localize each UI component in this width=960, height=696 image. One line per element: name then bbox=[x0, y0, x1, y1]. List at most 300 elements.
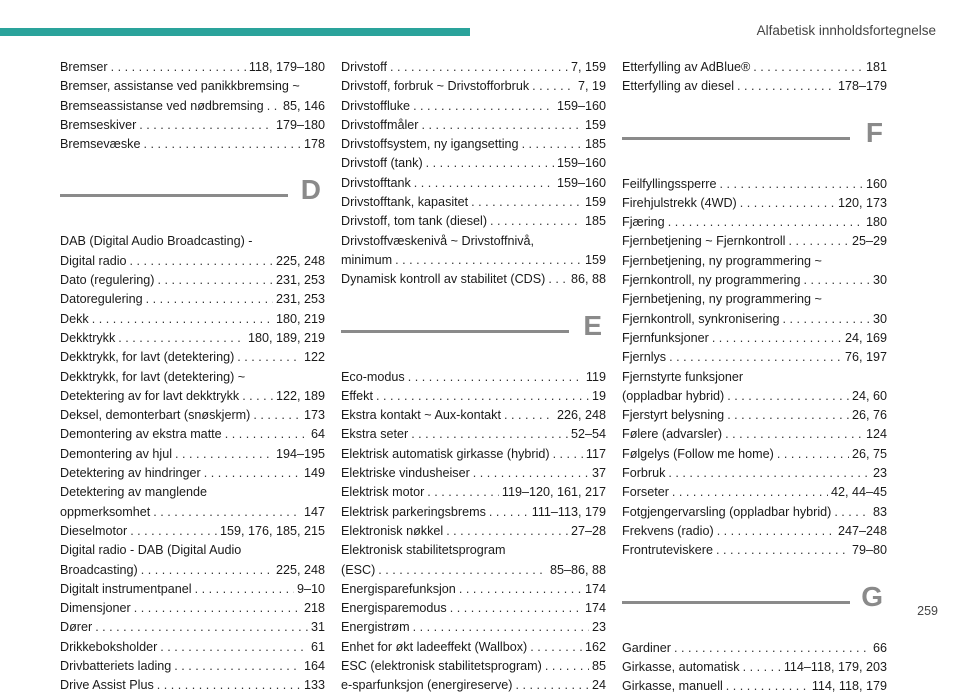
index-entry-pages: 23 bbox=[872, 466, 887, 481]
section-divider bbox=[622, 601, 850, 604]
index-entry-pages: 24, 60 bbox=[851, 388, 887, 403]
section-header bbox=[341, 310, 606, 360]
index-entry-term: Drivstoff, forbruk ~ Drivstofforbruk bbox=[341, 79, 530, 94]
dot-leader bbox=[522, 135, 582, 154]
dot-leader bbox=[174, 657, 301, 676]
index-entry-pages: 124 bbox=[865, 427, 887, 442]
dot-leader bbox=[378, 561, 547, 580]
index-entry-pages: 7, 19 bbox=[577, 79, 606, 94]
index-entry-term: Bremsevæske bbox=[60, 137, 141, 152]
index-entry bbox=[60, 657, 325, 676]
index-entry bbox=[60, 445, 325, 464]
dot-leader bbox=[548, 270, 568, 289]
index-entry-term: Drivstoff bbox=[341, 60, 387, 74]
index-entry bbox=[341, 77, 606, 96]
index-entry-pages: 185 bbox=[584, 137, 606, 152]
index-entry-term: Fjernkontroll, synkronisering bbox=[622, 311, 780, 326]
dot-leader bbox=[674, 639, 870, 658]
index-entry bbox=[622, 348, 887, 367]
index-entry bbox=[341, 135, 606, 154]
dot-leader bbox=[146, 290, 273, 309]
dot-leader bbox=[242, 387, 273, 406]
index-entry-term: Drivstoffsystem, ny igangsetting bbox=[341, 137, 519, 152]
dot-leader bbox=[390, 58, 568, 77]
index-entry-term: Dimensjoner bbox=[60, 601, 131, 616]
index-entry bbox=[60, 135, 325, 154]
index-entry-pages: 162 bbox=[584, 639, 606, 654]
index-entry-term: Følere (advarsler) bbox=[622, 427, 723, 442]
index-entry bbox=[341, 599, 606, 618]
index-entry bbox=[60, 368, 325, 387]
index-entry-term: (ESC) bbox=[341, 562, 376, 577]
dot-leader bbox=[834, 503, 870, 522]
index-entry-term: Forbruk bbox=[622, 466, 666, 481]
index-entry bbox=[341, 657, 606, 676]
index-entry-pages: 76, 197 bbox=[844, 350, 887, 365]
index-entry-term: Dato (regulering) bbox=[60, 273, 155, 288]
index-entry bbox=[60, 618, 325, 637]
index-entry bbox=[341, 618, 606, 637]
index-entry bbox=[341, 561, 606, 580]
index-entry-pages: 7, 159 bbox=[570, 60, 606, 74]
index-entry-term: Energistrøm bbox=[341, 620, 410, 635]
index-entry bbox=[60, 252, 325, 271]
index-entry-pages: 118, 179–180 bbox=[248, 60, 325, 74]
index-entry bbox=[341, 251, 606, 270]
index-entry-term: oppmerksomhet bbox=[60, 504, 151, 519]
index-entry bbox=[622, 541, 887, 560]
index-entry-pages: 180, 219 bbox=[275, 311, 325, 326]
section-header bbox=[622, 117, 887, 167]
index-entry-term: Elektronisk nøkkel bbox=[341, 523, 444, 538]
index-entry-pages: 117 bbox=[585, 446, 606, 461]
index-entry-pages: 231, 253 bbox=[275, 273, 325, 288]
index-entry-term: Frontruteviskere bbox=[622, 543, 713, 558]
index-column-1 bbox=[60, 58, 325, 696]
index-entry-term: Energisparefunksjon bbox=[341, 581, 456, 596]
dot-leader bbox=[803, 271, 870, 290]
index-entry-term: Drive Assist Plus bbox=[60, 678, 154, 693]
index-entry bbox=[622, 310, 887, 329]
index-entry-pages: 120, 173 bbox=[837, 195, 887, 210]
index-entry-pages: 247–248 bbox=[837, 523, 887, 538]
dot-leader bbox=[712, 329, 842, 348]
index-entry-pages: 160 bbox=[865, 176, 887, 191]
index-entry bbox=[622, 464, 887, 483]
index-entry-pages: 66 bbox=[872, 640, 887, 655]
dot-leader bbox=[727, 387, 849, 406]
index-entry-pages: 85–86, 88 bbox=[549, 562, 606, 577]
dot-leader bbox=[473, 464, 589, 483]
index-entry-pages: 27–28 bbox=[570, 523, 606, 538]
index-entry bbox=[341, 154, 606, 173]
index-entry bbox=[341, 193, 606, 212]
index-entry-term: Drivstoff, tom tank (diesel) bbox=[341, 214, 488, 229]
page-number: 259 bbox=[917, 604, 938, 618]
index-entry-term: Etterfylling av diesel bbox=[622, 79, 734, 94]
index-entry-pages: 164 bbox=[303, 659, 325, 674]
index-entry bbox=[341, 676, 606, 695]
index-entry bbox=[622, 387, 887, 406]
dot-leader bbox=[395, 251, 582, 270]
index-entry bbox=[60, 464, 325, 483]
index-entry-pages: 194–195 bbox=[275, 446, 325, 461]
index-entry-term: Datoregulering bbox=[60, 292, 143, 307]
index-entry bbox=[341, 464, 606, 483]
index-entry-term: Etterfylling av AdBlue® bbox=[622, 60, 751, 74]
page-header-title: Alfabetisk innholdsfortegnelse bbox=[756, 23, 936, 38]
index-entry-pages: 52–54 bbox=[570, 427, 606, 442]
index-entry-pages: 25–29 bbox=[851, 234, 887, 249]
dot-leader bbox=[237, 348, 301, 367]
index-entry bbox=[60, 483, 325, 502]
dot-leader bbox=[408, 368, 583, 387]
index-entry bbox=[60, 580, 325, 599]
dot-leader bbox=[743, 658, 781, 677]
index-entry-term: ESC (elektronisk stabilitetsprogram) bbox=[341, 659, 542, 674]
dot-leader bbox=[489, 503, 529, 522]
index-entry-term: Digital radio - DAB (Digital Audio bbox=[60, 543, 242, 558]
index-entry bbox=[60, 290, 325, 309]
index-entry bbox=[622, 213, 887, 232]
index-entry-term: Fjernbetjening, ny programmering ~ bbox=[622, 292, 822, 307]
index-entry-term: Dører bbox=[60, 620, 93, 635]
dot-leader bbox=[111, 58, 246, 77]
section-divider bbox=[60, 194, 288, 197]
index-entry-term: Fjerstyrt belysning bbox=[622, 408, 725, 423]
index-entry-term: Fotgjengervarsling (oppladbar hybrid) bbox=[622, 504, 832, 519]
index-entry-pages: 225, 248 bbox=[275, 562, 325, 577]
dot-leader bbox=[668, 464, 870, 483]
index-entry-pages: 26, 75 bbox=[851, 446, 887, 461]
index-entry bbox=[60, 503, 325, 522]
index-entry-pages: 178–179 bbox=[837, 79, 887, 94]
index-entry-pages: 181 bbox=[865, 60, 887, 74]
dot-leader bbox=[788, 232, 849, 251]
index-entry bbox=[60, 348, 325, 367]
index-entry bbox=[60, 310, 325, 329]
section-header bbox=[622, 581, 887, 631]
index-entry bbox=[60, 387, 325, 406]
index-entry-term: Girkasse, manuell bbox=[622, 679, 723, 694]
index-entry-pages: 122 bbox=[303, 350, 325, 365]
index-entry-pages: 9–10 bbox=[296, 581, 325, 596]
dot-leader bbox=[204, 464, 301, 483]
index-entry-term: Feilfyllingssperre bbox=[622, 176, 717, 191]
index-entry-pages: 19 bbox=[591, 388, 606, 403]
index-entry-term: Dekk bbox=[60, 311, 89, 326]
dot-leader bbox=[716, 541, 849, 560]
index-entry-term: Fjæring bbox=[622, 215, 665, 230]
index-entry-term: minimum bbox=[341, 252, 393, 267]
dot-leader bbox=[134, 599, 301, 618]
index-entry-term: Ekstra kontakt ~ Aux-kontakt bbox=[341, 408, 501, 423]
dot-leader bbox=[490, 212, 582, 231]
index-entry-term: Fjernfunksjoner bbox=[622, 330, 709, 345]
dot-leader bbox=[92, 310, 273, 329]
dot-leader bbox=[267, 97, 280, 116]
index-entry-term: (oppladbar hybrid) bbox=[622, 388, 725, 403]
index-entry-pages: 180, 189, 219 bbox=[247, 330, 325, 345]
index-entry-term: Digital radio bbox=[60, 253, 127, 268]
index-entry bbox=[341, 368, 606, 387]
index-entry-term: Digitalt instrumentpanel bbox=[60, 581, 192, 596]
index-entry bbox=[341, 116, 606, 135]
dot-leader bbox=[414, 174, 554, 193]
index-entry-term: Detektering av manglende bbox=[60, 485, 208, 500]
index-entry-term: Bremseskiver bbox=[60, 117, 137, 132]
index-entry bbox=[341, 522, 606, 541]
dot-leader bbox=[118, 329, 245, 348]
index-entry-pages: 30 bbox=[872, 273, 887, 288]
index-entry bbox=[60, 541, 325, 560]
section-letter: F bbox=[865, 116, 883, 148]
index-entry-term: Dekktrykk bbox=[60, 330, 116, 345]
index-entry bbox=[341, 541, 606, 560]
index-entry-pages: 119 bbox=[585, 369, 606, 384]
dot-leader bbox=[143, 135, 301, 154]
dot-leader bbox=[753, 58, 863, 77]
index-entry bbox=[341, 58, 606, 77]
section-divider bbox=[341, 330, 569, 333]
header-accent-bar bbox=[0, 28, 470, 36]
dot-leader bbox=[668, 213, 863, 232]
index-entry-pages: 37 bbox=[591, 466, 606, 481]
dot-leader bbox=[782, 310, 870, 329]
index-entry-term: Forseter bbox=[622, 485, 669, 500]
dot-leader bbox=[727, 406, 849, 425]
index-entry-term: Elektrisk parkeringsbrems bbox=[341, 504, 486, 519]
index-entry-term: Frekvens (radio) bbox=[622, 523, 714, 538]
index-entry-term: Drivstoffluke bbox=[341, 98, 411, 113]
index-entry bbox=[341, 212, 606, 231]
dot-leader bbox=[545, 657, 589, 676]
dot-leader bbox=[427, 483, 499, 502]
index-entry bbox=[60, 406, 325, 425]
index-entry bbox=[622, 175, 887, 194]
index-entry-pages: 173 bbox=[303, 408, 325, 423]
index-entry-pages: 30 bbox=[872, 311, 887, 326]
index-entry bbox=[622, 232, 887, 251]
section-letter: E bbox=[583, 309, 602, 341]
index-entry bbox=[622, 677, 887, 696]
index-entry bbox=[341, 483, 606, 502]
dot-leader bbox=[446, 522, 568, 541]
index-entry-term: Dekktrykk, for lavt (detektering) bbox=[60, 350, 235, 365]
section-letter: D bbox=[300, 174, 321, 206]
index-entry-term: DAB (Digital Audio Broadcasting) - bbox=[60, 234, 253, 249]
index-entry-pages: 159 bbox=[584, 252, 606, 267]
index-entry-pages: 159–160 bbox=[556, 175, 606, 190]
index-entry bbox=[622, 58, 887, 77]
index-entry-term: Fjernstyrte funksjoner bbox=[622, 369, 744, 384]
index-entry-pages: 159–160 bbox=[556, 156, 606, 171]
index-entry bbox=[622, 329, 887, 348]
index-entry bbox=[60, 271, 325, 290]
index-entry-term: Enhet for økt ladeeffekt (Wallbox) bbox=[341, 639, 528, 654]
index-entry-pages: 174 bbox=[584, 581, 606, 596]
index-entry-term: Demontering av hjul bbox=[60, 446, 173, 461]
index-entry bbox=[622, 483, 887, 502]
section-letter: G bbox=[861, 580, 883, 612]
section-header bbox=[60, 174, 325, 224]
dot-leader bbox=[130, 522, 217, 541]
index-entry-term: Bremseassistanse ved nødbremsing bbox=[60, 98, 264, 113]
dot-leader bbox=[225, 425, 308, 444]
index-entry-pages: 61 bbox=[310, 639, 325, 654]
index-entry bbox=[622, 252, 887, 271]
index-entry-pages: 179–180 bbox=[275, 117, 325, 132]
index-entry-term: Dekktrykk, for lavt (detektering) ~ bbox=[60, 369, 246, 384]
dot-leader bbox=[450, 599, 582, 618]
dot-leader bbox=[413, 97, 554, 116]
index-entry-term: Firehjulstrekk (4WD) bbox=[622, 195, 737, 210]
index-entry-term: Elektriske vindusheiser bbox=[341, 466, 470, 481]
index-entry bbox=[622, 425, 887, 444]
dot-leader bbox=[459, 580, 582, 599]
index-entry-term: Drivstofftank bbox=[341, 175, 411, 190]
dot-leader bbox=[411, 425, 568, 444]
dot-leader bbox=[725, 425, 863, 444]
index-entry-pages: 85 bbox=[591, 659, 606, 674]
index-entry-term: Fjernbetjening, ny programmering ~ bbox=[622, 253, 822, 268]
index-entry-term: Broadcasting) bbox=[60, 562, 138, 577]
index-entry bbox=[60, 97, 325, 116]
index-entry-term: Energisparemodus bbox=[341, 601, 447, 616]
index-entry bbox=[622, 406, 887, 425]
index-entry-term: Girkasse, automatisk bbox=[622, 659, 740, 674]
dot-leader bbox=[139, 116, 273, 135]
dot-leader bbox=[160, 638, 308, 657]
index-entry-term: Drivbatteriets lading bbox=[60, 659, 172, 674]
index-entry-pages: 133 bbox=[303, 678, 325, 693]
index-entry-pages: 174 bbox=[584, 601, 606, 616]
index-entry bbox=[341, 270, 606, 289]
index-entry-pages: 111–113, 179 bbox=[531, 504, 606, 519]
dot-leader bbox=[740, 194, 835, 213]
index-entry-term: Drikkeboksholder bbox=[60, 639, 158, 654]
index-entry-pages: 159 bbox=[584, 117, 606, 132]
index-entry-pages: 159, 176, 185, 215 bbox=[219, 523, 325, 538]
index-entry bbox=[622, 658, 887, 677]
index-entry-pages: 24 bbox=[591, 678, 606, 693]
index-entry-term: Drivstoffmåler bbox=[341, 117, 419, 132]
dot-leader bbox=[504, 406, 554, 425]
dot-leader bbox=[471, 193, 582, 212]
dot-leader bbox=[516, 676, 589, 695]
index-entry-term: Gardiner bbox=[622, 640, 671, 655]
index-entry bbox=[341, 503, 606, 522]
index-entry-term: Elektrisk automatisk girkasse (hybrid) bbox=[341, 446, 550, 461]
index-entry bbox=[622, 368, 887, 387]
index-entry bbox=[622, 290, 887, 309]
dot-leader bbox=[532, 77, 575, 96]
index-entry-pages: 226, 248 bbox=[556, 408, 606, 423]
index-entry bbox=[341, 580, 606, 599]
index-entry bbox=[341, 425, 606, 444]
dot-leader bbox=[777, 445, 849, 464]
index-entry-term: Ekstra seter bbox=[341, 427, 409, 442]
dot-leader bbox=[530, 638, 582, 657]
dot-leader bbox=[175, 445, 273, 464]
index-entry-pages: 24, 169 bbox=[844, 330, 887, 345]
dot-leader bbox=[95, 618, 308, 637]
index-column-3 bbox=[622, 58, 887, 696]
dot-leader bbox=[153, 503, 301, 522]
index-entry bbox=[622, 445, 887, 464]
index-entry-pages: 218 bbox=[303, 601, 325, 616]
index-entry-term: Drivstoff (tank) bbox=[341, 156, 423, 171]
index-entry-term: Følgelys (Follow me home) bbox=[622, 446, 774, 461]
index-entry bbox=[341, 638, 606, 657]
index-entry-term: Drivstofftank, kapasitet bbox=[341, 195, 469, 210]
index-entry-term: Drivstoffvæskenivå ~ Drivstoffnivå, bbox=[341, 233, 535, 248]
index-entry bbox=[622, 194, 887, 213]
index-entry-term: Fjernkontroll, ny programmering bbox=[622, 273, 801, 288]
index-entry bbox=[341, 232, 606, 251]
index-entry-pages: 159–160 bbox=[556, 98, 606, 113]
index-entry-pages: 147 bbox=[303, 504, 325, 519]
dot-leader bbox=[130, 252, 273, 271]
index-entry bbox=[341, 174, 606, 193]
index-entry bbox=[60, 329, 325, 348]
index-entry bbox=[341, 97, 606, 116]
index-entry bbox=[341, 406, 606, 425]
index-entry bbox=[60, 638, 325, 657]
dot-leader bbox=[737, 77, 835, 96]
index-entry-pages: 185 bbox=[584, 214, 606, 229]
index-entry bbox=[60, 599, 325, 618]
index-entry-term: Detektering av hindringer bbox=[60, 466, 201, 481]
index-entry-pages: 26, 76 bbox=[851, 408, 887, 423]
dot-leader bbox=[413, 618, 589, 637]
dot-leader bbox=[553, 445, 583, 464]
dot-leader bbox=[426, 154, 554, 173]
index-entry bbox=[622, 271, 887, 290]
index-entry-term: Effekt bbox=[341, 388, 373, 403]
index-entry-pages: 64 bbox=[310, 427, 325, 442]
dot-leader bbox=[669, 348, 842, 367]
index-entry-term: Dynamisk kontroll av stabilitet (CDS) bbox=[341, 272, 546, 287]
dot-leader bbox=[672, 483, 828, 502]
index-column-2 bbox=[341, 58, 606, 696]
index-entry bbox=[341, 445, 606, 464]
dot-leader bbox=[141, 561, 273, 580]
index-entry-term: Dieselmotor bbox=[60, 523, 128, 538]
index-entry-pages: 178 bbox=[303, 137, 325, 152]
dot-leader bbox=[421, 116, 582, 135]
section-divider bbox=[622, 137, 850, 140]
dot-leader bbox=[726, 677, 809, 696]
index-entry bbox=[622, 639, 887, 658]
index-entry-term: Eco-modus bbox=[341, 369, 405, 384]
index-entry-pages: 114, 118, 179 bbox=[811, 679, 887, 694]
index-entry-term: Elektronisk stabilitetsprogram bbox=[341, 543, 506, 558]
index-entry-pages: 225, 248 bbox=[275, 253, 325, 268]
index-entry bbox=[60, 77, 325, 96]
index-entry-term: Detektering av for lavt dekktrykk bbox=[60, 388, 240, 403]
index-entry-term: Demontering av ekstra matte bbox=[60, 427, 222, 442]
index-entry-pages: 42, 44–45 bbox=[830, 485, 887, 500]
index-entry-pages: 122, 189 bbox=[275, 388, 325, 403]
index-entry-term: Fjernlys bbox=[622, 350, 667, 365]
index-entry-pages: 86, 88 bbox=[570, 272, 606, 287]
index-entry bbox=[60, 676, 325, 695]
index-entry bbox=[622, 503, 887, 522]
index-entry-term: Bremser bbox=[60, 60, 108, 74]
index-entry bbox=[60, 522, 325, 541]
index-entry-pages: 79–80 bbox=[851, 543, 887, 558]
